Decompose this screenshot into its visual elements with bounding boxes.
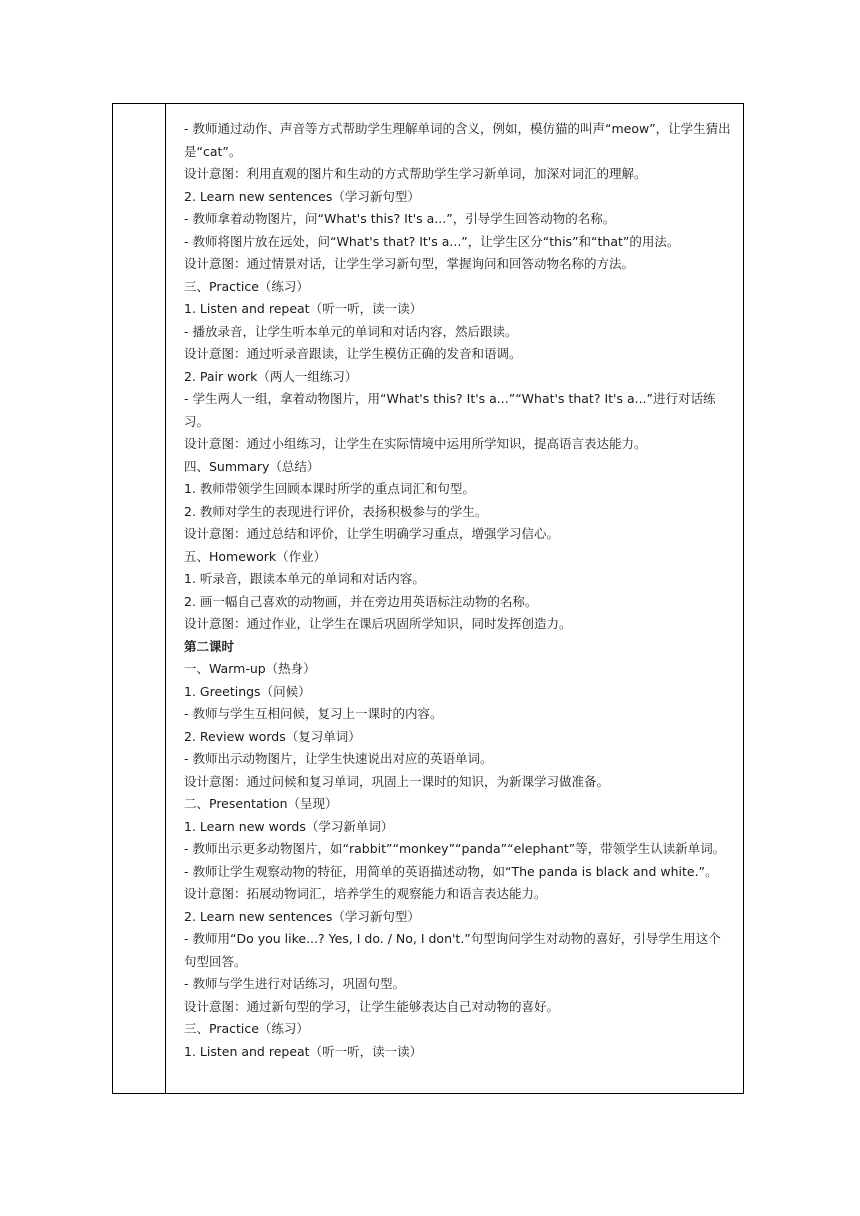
content-line: - 教师让学生观察动物的特征，用简单的英语描述动物，如“The panda is black and white.”。 [184,863,718,879]
content-line: 2. Pair work（两人一组练习） [184,368,358,384]
content-line: 1. Listen and repeat（听一听，读一读） [184,1043,423,1059]
content-line: - 教师拿着动物图片，问“What's this? It's a...”，引导学生回答动物的名称。 [184,211,616,226]
content-line: 设计意图：通过听录音跟读，让学生模仿正确的发音和语调。 [184,346,522,361]
content-line: 2. 画一幅自己喜欢的动物画，并在旁边用英语标注动物的名称。 [184,593,538,609]
content-line: - 教师出示更多动物图片，如“rabbit”“monkey”“panda”“elephant”等，带领学生认读新单词。 [184,841,726,856]
content-line: 2. 教师对学生的表现进行评价，表扬积极参与的学生。 [184,503,488,519]
content-line: 五、Homework（作业） [184,548,327,564]
content-line: - 教师通过动作、声音等方式帮助学生理解单词的含义，例如，模仿猫的叫声“meow”，让学生猜出是“cat”。 [184,121,731,159]
content-line: 一、Warm-up（热身） [184,661,316,676]
lesson-plan-table [112,103,744,1094]
content-line: 2. Learn new sentences（学习新句型） [184,908,420,924]
content-line: 二、Presentation（呈现） [184,796,338,811]
content-line: 1. 教师带领学生回顾本课时所学的重点词汇和句型。 [184,481,475,496]
content-line: 设计意图：利用直观的图片和生动的方式帮助学生学习新单词，加深对词汇的理解。 [184,166,647,181]
content-line: - 教师用“Do you like...? Yes, I do. / No, I don't.”句型询问学生对动物的喜好，引导学生用这个句型回答。 [184,931,721,969]
content-line: - 学生两人一组，拿着动物图片，用“What's this? It's a...”“What's that? It's a...”进行对话练习。 [184,391,716,429]
content-line: - 教师与学生进行对话练习，巩固句型。 [184,976,405,991]
content-line: 设计意图：通过情景对话，让学生学习新句型，掌握询问和回答动物名称的方法。 [184,256,635,271]
content-line: 设计意图：通过作业，让学生在课后巩固所学知识，同时发挥创造力。 [184,616,572,631]
content-line: 2. Learn new sentences（学习新句型） [184,188,420,204]
content-line: 四、Summary（总结） [184,458,320,474]
content-line: - 教师将图片放在远处，问“What's that? It's a...”，让学生区分“this”和“that”的用法。 [184,233,680,249]
content-line: - 播放录音，让学生听本单元的单词和对话内容，然后跟读。 [184,323,518,339]
content-line: 1. 听录音，跟读本单元的单词和对话内容。 [184,571,425,586]
content-line: - 教师与学生互相问候，复习上一课时的内容。 [184,706,443,721]
content-line: 2. Review words（复习单词） [184,728,361,744]
content-line: 设计意图：通过总结和评价，让学生明确学习重点，增强学习信心。 [184,526,560,541]
content-line: 1. Greetings（问候） [184,683,311,699]
content-line: 三、Practice（练习） [184,278,309,294]
content-line: 设计意图：通过小组练习，让学生在实际情境中运用所学知识，提高语言表达能力。 [184,436,647,451]
section-heading: 第二课时 [184,638,235,654]
content-line: - 教师出示动物图片，让学生快速说出对应的英语单词。 [184,751,493,766]
content-line: 设计意图：拓展动物词汇，培养学生的观察能力和语言表达能力。 [184,886,547,901]
content-line: 1. Learn new words（学习新单词） [184,818,394,834]
label-column [113,104,166,1093]
content-line: 设计意图：通过新句型的学习，让学生能够表达自己对动物的喜好。 [184,998,560,1014]
content-line: 1. Listen and repeat（听一听，读一读） [184,301,423,316]
content-line: 设计意图：通过问候和复习单词，巩固上一课时的知识，为新课学习做准备。 [184,773,610,789]
lesson-content-cell [184,118,732,1063]
content-line: 三、Practice（练习） [184,1021,309,1036]
